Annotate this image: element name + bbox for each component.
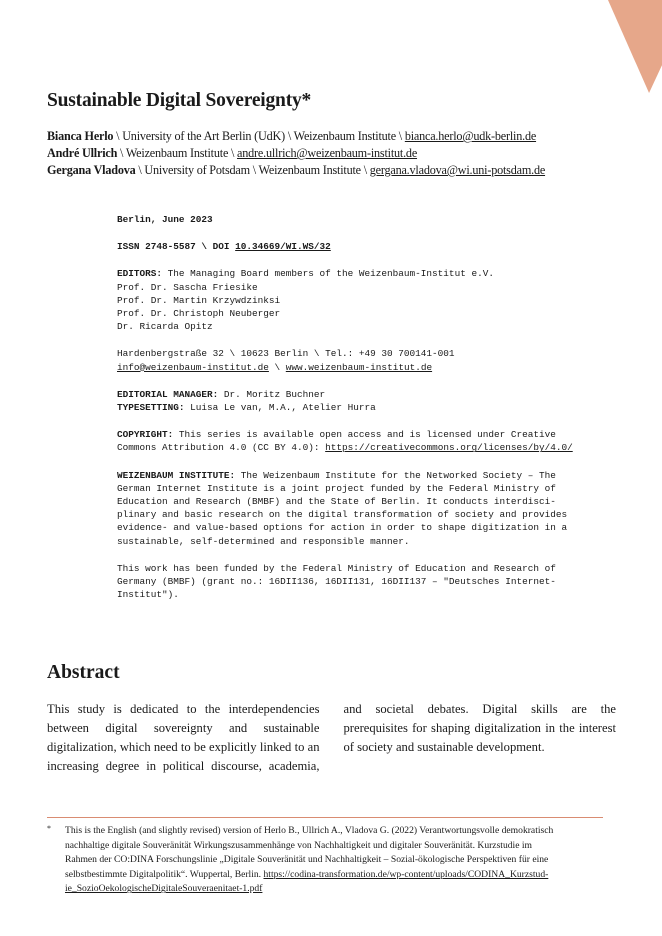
institute-text: The Weizenbaum Institute for the Networked Society – The <box>235 469 556 481</box>
footnote <box>47 824 607 897</box>
author-list <box>47 128 622 179</box>
author-email-link[interactable]: andre.ullrich@weizenbaum-institut.de <box>237 146 418 160</box>
copyright-text-2: Commons Attribution 4.0 (CC BY 4.0): <box>117 442 326 454</box>
editorial-manager-label: EDITORIAL MANAGER: <box>117 388 219 400</box>
paper-title: Sustainable Digital Sovereignty* <box>47 90 312 111</box>
copyright-block <box>117 428 627 454</box>
website-link[interactable]: www.weizenbaum-institut.de <box>285 361 433 373</box>
institute-text: plinary and basic research on the digital transformation of society and provides <box>117 509 568 521</box>
footnote-url-link[interactable]: https://codina-transformation.de/wp-content/uploads/CODINA_Kurzstud- <box>263 868 549 880</box>
footnote-line: Rahmen der CO:DINA Forschungslinie „Digitale Souveränität und Nachhaltigkeit – Sozial-ökologische Perspektiven für eine <box>65 854 549 866</box>
institute-text: German Internet Institute is a joint project funded by the Federal Ministry of <box>117 482 556 494</box>
footnote-line: selbstbestimmte Digitalpolitik“. Wuppertal, Berlin. <box>65 868 264 880</box>
doi-link[interactable]: 10.34669/WI.WS/32 <box>235 241 331 253</box>
author-affiliation: \ University of Potsdam \ Weizenbaum Institute \ <box>135 163 370 177</box>
footnote-divider <box>47 817 603 818</box>
imprint-block <box>117 213 627 615</box>
editor-name: Prof. Dr. Martin Krzywdzinksi <box>117 294 281 306</box>
editor-name: Prof. Dr. Christoph Neuberger <box>117 308 281 320</box>
author-line <box>47 128 622 145</box>
issn-text: ISSN 2748-5587 \ DOI <box>117 241 236 253</box>
institute-label: WEIZENBAUM INSTITUTE: <box>117 469 236 481</box>
author-name: Gergana Vladova <box>47 163 136 177</box>
editors-label: EDITORS: <box>117 268 163 280</box>
footnote-line: This is the English (and slightly revised) version of Herlo B., Ullrich A., Vladova G. (2022) Verantwortungsvolle demokratisch <box>65 825 554 836</box>
funding-text: This work has been funded by the Federal Ministry of Education and Research of <box>117 562 556 574</box>
funding-block <box>117 562 627 602</box>
author-line <box>47 145 622 162</box>
author-line <box>47 162 622 179</box>
address-text: Hardenbergstraße 32 \ 10623 Berlin \ Tel.: +49 30 700141-001 <box>117 348 455 360</box>
footnote-marker: * <box>47 824 51 833</box>
funding-text: Germany (BMBF) (grant no.: 16DII136, 16DII131, 16DII137 – "Deutsches Internet- <box>117 576 556 588</box>
contact-email-link[interactable]: info@weizenbaum-institut.de <box>117 361 269 373</box>
editors-block <box>117 267 627 333</box>
copyright-label: COPYRIGHT: <box>117 429 174 441</box>
typesetting-text: Luisa Le van, M.A., Atelier Hurra <box>184 402 376 414</box>
editors-text: The Managing Board members of the Weizenbaum-Institut e.V. <box>162 268 494 280</box>
contact-block <box>117 347 627 373</box>
copyright-text: This series is available open access and is licensed under Creative <box>173 429 556 441</box>
institute-text: evidence- and value-based options for action in order to shape digitization in a <box>117 522 568 534</box>
place-date <box>117 213 627 226</box>
author-affiliation: \ Weizenbaum Institute \ <box>117 146 238 160</box>
staff-block <box>117 388 627 414</box>
footnote-text <box>65 824 607 897</box>
abstract-body <box>47 700 616 776</box>
issn-doi <box>117 240 627 253</box>
author-email-link[interactable]: bianca.herlo@udk-berlin.de <box>404 129 537 143</box>
place-date-text: Berlin, June 2023 <box>117 214 213 225</box>
license-link[interactable]: https://creativecommons.org/licenses/by/4.0/ <box>325 442 573 454</box>
corner-accent-shape <box>608 0 662 93</box>
institute-block <box>117 469 627 548</box>
editorial-manager-name: Dr. Moritz Buchner <box>218 388 326 400</box>
abstract-heading: Abstract <box>47 662 120 683</box>
funding-text: Institut"). <box>117 589 179 601</box>
abstract-text: This study is dedicated to the interdependencies between digital sovereignty and sustainable digitalization, which need to be explicitly linked to an increasing degree in political discourse, academia, and societal debates. Digital skills are the prerequisites for shaping digitalization in the interest of society and sustainable development. <box>47 702 616 773</box>
contact-separator: \ <box>268 361 286 373</box>
author-affiliation: \ University of the Art Berlin (UdK) \ Weizenbaum Institute \ <box>113 129 405 143</box>
typesetting-label: TYPESETTING: <box>117 402 185 414</box>
institute-text: Education and Research (BMBF) and the State of Berlin. It conducts interdisci- <box>117 496 556 508</box>
footnote-line: nachhaltige digitale Souveränität Wirkungszusammenhänge von Nachhaltigkeit und digitaler Souveränität. Kurzstudie im <box>65 839 533 851</box>
author-name: André Ullrich <box>47 146 118 160</box>
editor-name: Dr. Ricarda Opitz <box>117 321 213 333</box>
author-email-link[interactable]: gergana.vladova@wi.uni-potsdam.de <box>369 163 546 177</box>
institute-text: sustainable, self-determined and responsible manner. <box>117 535 410 547</box>
footnote-url-link-cont[interactable]: ie_SozioOekologischeDigitaleSouveraenitaet-1.pdf <box>65 883 263 895</box>
editor-name: Prof. Dr. Sascha Friesike <box>117 281 258 293</box>
author-name: Bianca Herlo <box>47 129 114 143</box>
